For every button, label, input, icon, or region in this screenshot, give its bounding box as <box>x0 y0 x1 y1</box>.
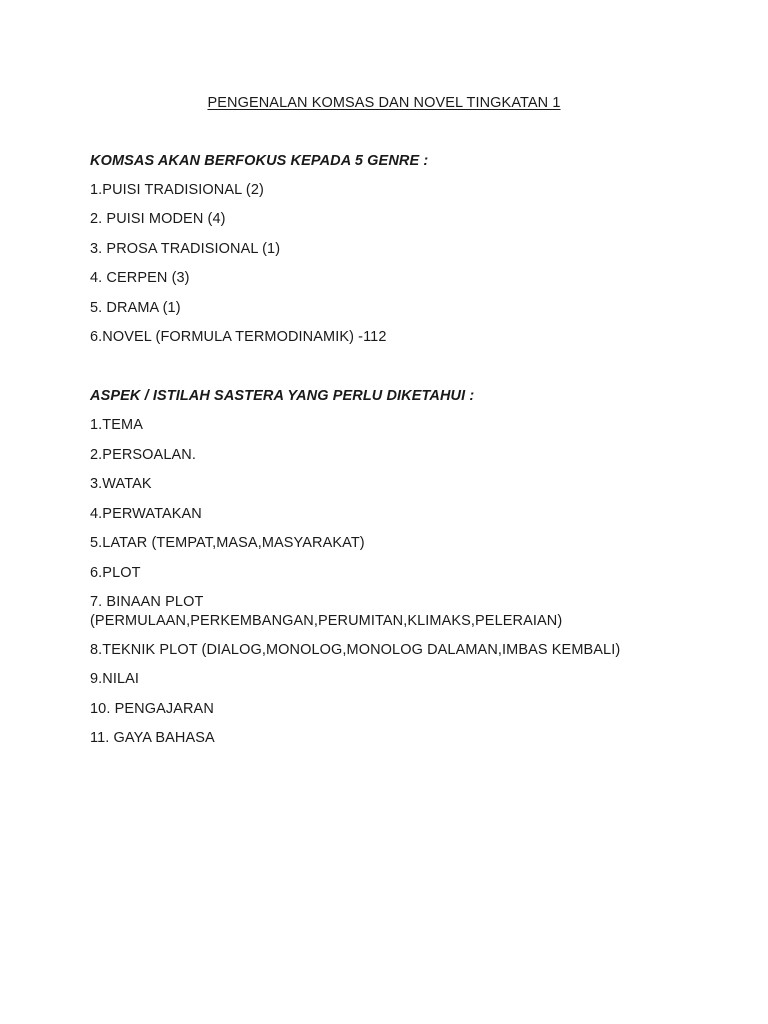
document-title: PENGENALAN KOMSAS DAN NOVEL TINGKATAN 1 <box>207 95 561 111</box>
term-item-3: 3.WATAK <box>90 476 152 492</box>
genre-item-3: 3. PROSA TRADISIONAL (1) <box>90 241 281 257</box>
genre-item-5: 5. DRAMA (1) <box>90 300 181 316</box>
genres-heading: KOMSAS AKAN BERFOKUS KEPADA 5 GENRE : <box>90 153 429 169</box>
terms-heading: ASPEK / ISTILAH SASTERA YANG PERLU DIKETAHUI : <box>90 388 475 404</box>
term-item-10: 10. PENGAJARAN <box>90 701 214 717</box>
term-item-4: 4.PERWATAKAN <box>90 506 202 522</box>
term-item-7-continuation: (PERMULAAN,PERKEMBANGAN,PERUMITAN,KLIMAKS,PELERAIAN) <box>90 613 563 629</box>
term-item-11: 11. GAYA BAHASA <box>90 730 215 746</box>
genre-item-6: 6.NOVEL (FORMULA TERMODINAMIK) -112 <box>90 329 387 345</box>
genre-item-1: 1.PUISI TRADISIONAL (2) <box>90 182 264 198</box>
term-item-8: 8.TEKNIK PLOT (DIALOG,MONOLOG,MONOLOG DALAMAN,IMBAS KEMBALI) <box>90 642 621 658</box>
term-item-9: 9.NILAI <box>90 671 140 687</box>
term-item-6: 6.PLOT <box>90 565 141 581</box>
genre-item-2: 2. PUISI MODEN (4) <box>90 211 226 227</box>
term-item-1: 1.TEMA <box>90 417 143 433</box>
term-item-2: 2.PERSOALAN. <box>90 447 196 463</box>
term-item-7: 7. BINAAN PLOT <box>90 594 204 610</box>
genre-item-4: 4. CERPEN (3) <box>90 270 190 286</box>
term-item-5: 5.LATAR (TEMPAT,MASA,MASYARAKAT) <box>90 535 365 551</box>
